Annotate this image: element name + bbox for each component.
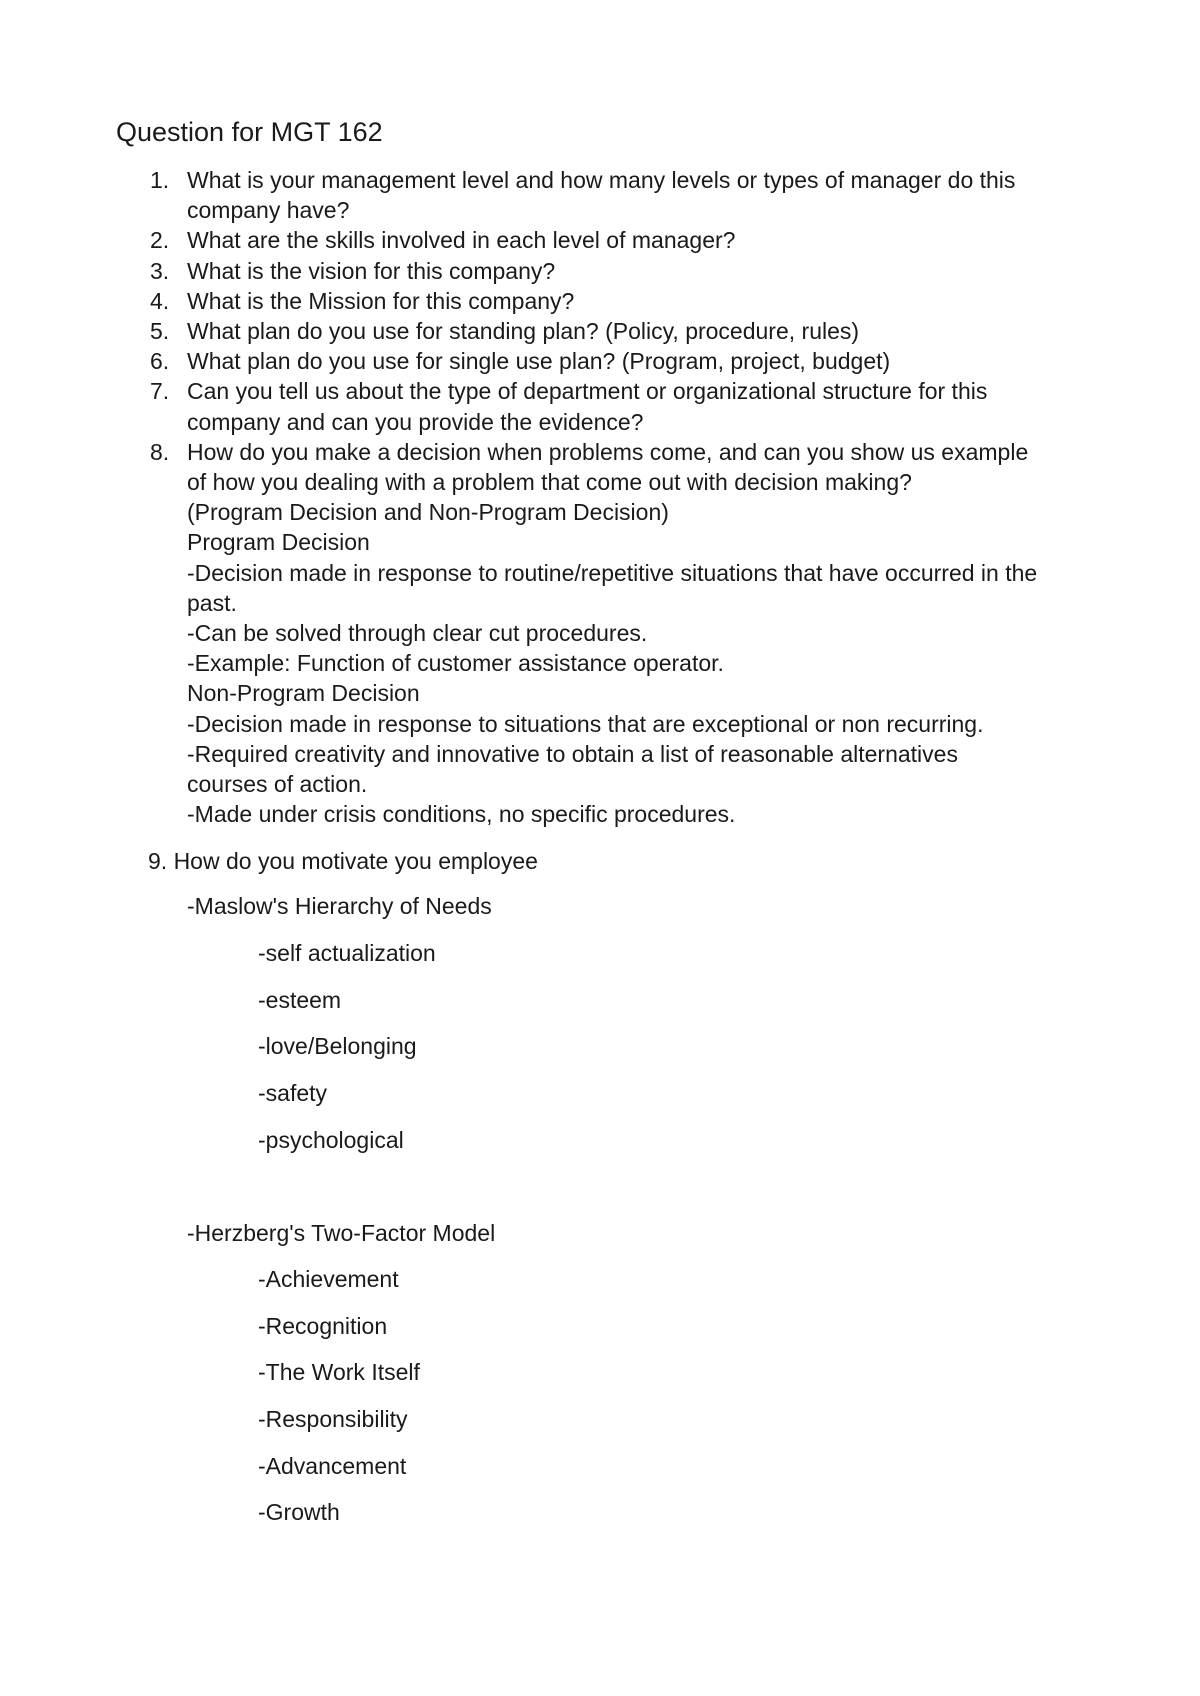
question-text-line: courses of action. — [187, 771, 368, 798]
question-text-line: company have? — [187, 197, 350, 224]
question-text-line: -Made under crisis conditions, no specific procedures. — [187, 801, 736, 828]
question-text-line: company and can you provide the evidence? — [187, 408, 644, 435]
maslow-item: -safety — [258, 1080, 328, 1107]
maslow-item: -self actualization — [258, 940, 436, 966]
question-number: 6. — [150, 348, 170, 375]
maslow-item: -esteem — [258, 986, 342, 1013]
herzberg-item: -Recognition — [258, 1312, 388, 1339]
question-item — [0, 437, 1097, 830]
herzberg-title: -Herzberg's Two-Factor Model — [187, 1220, 496, 1246]
maslow-item: -psychological — [258, 1126, 404, 1153]
question-text-line: What plan do you use for single use plan? (Program, project, budget) — [187, 348, 891, 375]
question-text-line: -Example: Function of customer assistance operator. — [187, 650, 724, 677]
question-text-line: Can you tell us about the type of department or organizational structure for this — [187, 378, 988, 405]
question-item — [0, 286, 1097, 316]
question-text-line: of how you dealing with a problem that come out with decision making? — [187, 469, 912, 496]
question-text-line: What plan do you use for standing plan? (Policy, procedure, rules) — [187, 318, 860, 345]
question-text-line: -Decision made in response to routine/repetitive situations that have occurred in the — [187, 559, 1038, 586]
herzberg-item: -The Work Itself — [258, 1359, 420, 1386]
question-text-line: Program Decision — [187, 529, 370, 556]
question-text-line: What is the vision for this company? — [187, 257, 556, 284]
herzberg-item: -Advancement — [258, 1452, 407, 1479]
herzberg-item: -Achievement — [258, 1266, 399, 1292]
question-item — [0, 346, 1097, 376]
question-number: 4. — [150, 287, 170, 314]
question-text-line: -Decision made in response to situations that are exceptional or non recurring. — [187, 710, 984, 737]
question-text-line: What is your management level and how many levels or types of manager do this — [187, 167, 1016, 193]
question-text-line: What is the Mission for this company? — [187, 287, 575, 314]
question-number: 3. — [150, 257, 170, 284]
question-item — [0, 165, 1097, 225]
question-number: 5. — [150, 318, 170, 345]
question-text-line: (Program Decision and Non-Program Decision) — [187, 499, 669, 526]
question-9: 9. How do you motivate you employee — [148, 848, 538, 874]
herzberg-item: -Responsibility — [258, 1406, 408, 1433]
herzberg-factors-list — [258, 1264, 420, 1544]
question-text-line: -Can be solved through clear cut procedures. — [187, 620, 648, 647]
question-item — [0, 316, 1097, 346]
maslow-item: -love/Belonging — [258, 1033, 417, 1060]
question-number: 2. — [150, 227, 170, 254]
question-list — [0, 165, 1200, 829]
maslow-needs-list — [258, 938, 436, 1171]
question-number: 7. — [150, 378, 170, 405]
question-item — [0, 256, 1097, 286]
question-text-line: How do you make a decision when problems come, and can you show us example — [187, 438, 1029, 465]
question-item — [0, 376, 1097, 436]
question-text-line: What are the skills involved in each level of manager? — [187, 227, 736, 254]
question-number: 1. — [150, 167, 170, 193]
maslow-title: -Maslow's Hierarchy of Needs — [187, 893, 492, 919]
question-number: 8. — [150, 438, 170, 465]
question-text-line: Non-Program Decision — [187, 680, 420, 707]
question-text-line: past. — [187, 589, 237, 616]
question-text-line: -Required creativity and innovative to obtain a list of reasonable alternatives — [187, 740, 958, 767]
question-item — [0, 225, 1097, 255]
document-title: Question for MGT 162 — [116, 117, 383, 147]
herzberg-item: -Growth — [258, 1499, 340, 1526]
